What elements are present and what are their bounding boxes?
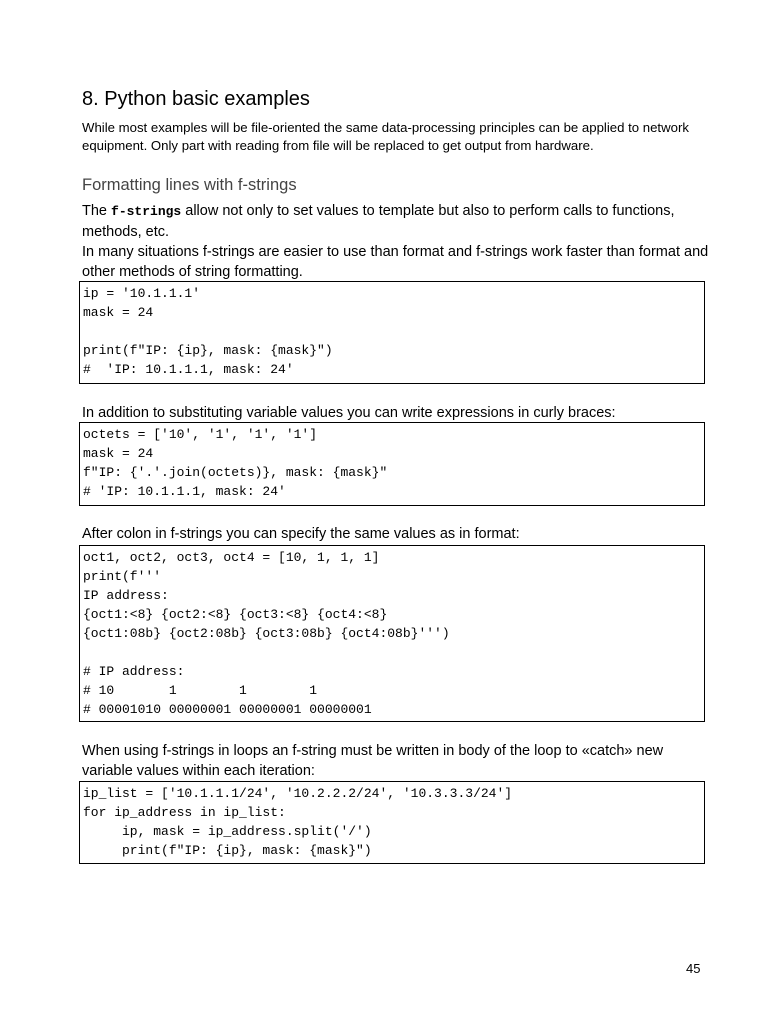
expressions-paragraph: In addition to substituting variable values you can write expressions in curly braces:	[82, 405, 616, 421]
loops-paragraph: When using f-strings in loops an f-string must be written in body of the loop to «catch» new variable values within each iteration:	[82, 743, 664, 779]
inline-code-fstrings: f-strings	[111, 204, 182, 219]
fstrings-description-rest: allow not only to set values to template but also to perform calls to functions, methods, etc.	[82, 203, 675, 240]
code-block-loop: ip_list = ['10.1.1.1/24', '10.2.2.2/24', '10.3.3.3/24'] for ip_address in ip_list: ip, mask = ip_address.split('/') print(f"IP: {ip}, mask: {mask}")	[79, 781, 705, 864]
code-block-format-spec: oct1, oct2, oct3, oct4 = [10, 1, 1, 1] print(f''' IP address: {oct1:<8} {oct2:<8} {oct3:<8} {oct4:<8} {oct1:08b} {oct2:08b} {oct3:08b} {oct4:08b}''') # IP address: # 10 1 1 1 # 00001010 00000001 00000001 00000001	[79, 545, 705, 722]
fstrings-description-lead: The	[82, 203, 112, 219]
fstrings-performance-note: In many situations f-strings are easier to use than format and f-strings work faster than format and other methods of string formatting.	[82, 244, 709, 280]
code-block-basic-fstring: ip = '10.1.1.1' mask = 24 print(f"IP: {ip}, mask: {mask}") # 'IP: 10.1.1.1, mask: 24'	[79, 281, 705, 384]
code-block-expressions: octets = ['10', '1', '1', '1'] mask = 24 f"IP: {'.'.join(octets)}, mask: {mask}" # 'IP: 10.1.1.1, mask: 24'	[79, 422, 705, 506]
section-title: 8. Python basic examples	[82, 88, 310, 110]
intro-paragraph: While most examples will be file-oriented the same data-processing principles can be applied to network equipment. Only part with reading from file will be replaced to get output from hardware.	[82, 120, 689, 153]
fstrings-description	[82, 201, 712, 282]
subsection-title: Formatting lines with f-strings	[82, 176, 297, 194]
page-number: 45	[686, 961, 701, 976]
format-spec-paragraph: After colon in f-strings you can specify the same values as in format:	[82, 526, 520, 542]
